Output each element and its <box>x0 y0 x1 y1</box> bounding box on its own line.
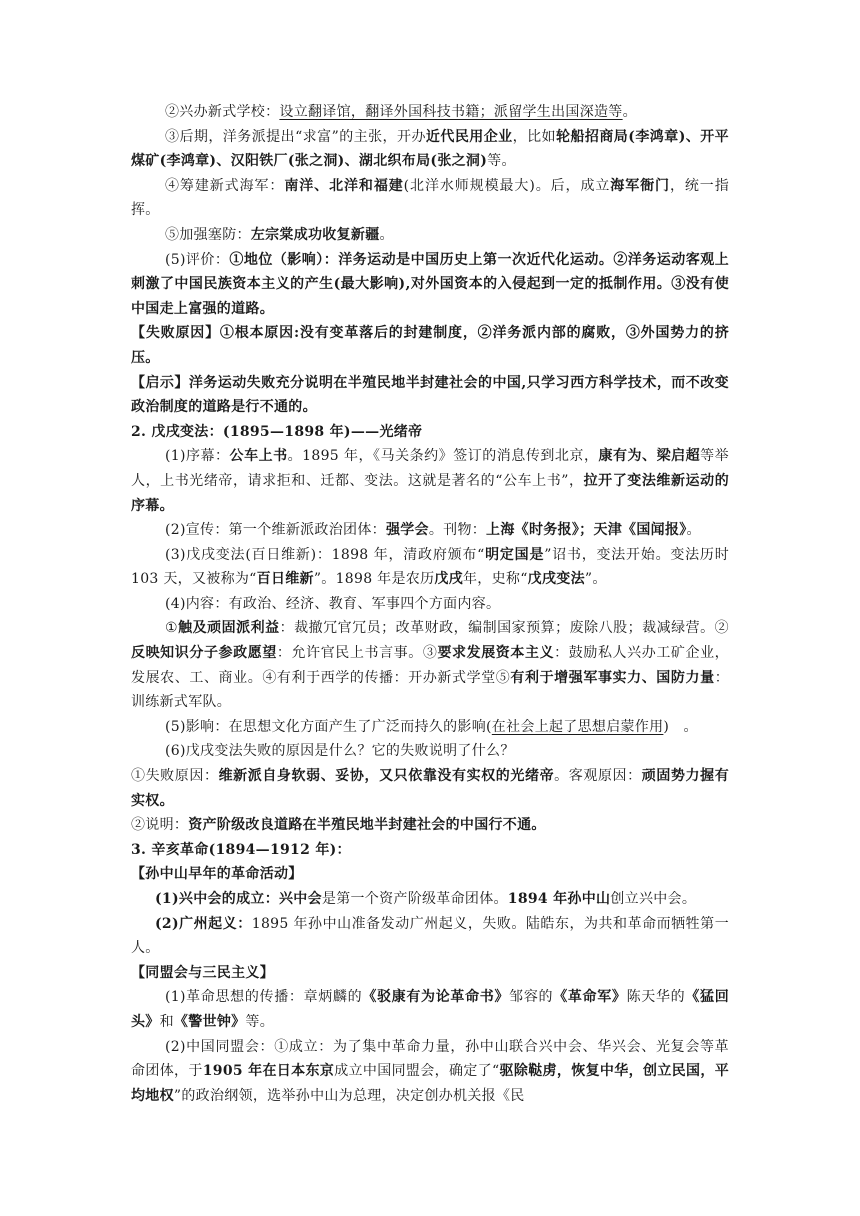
text-run: 等。 <box>487 153 516 170</box>
bold-text: 【孙中山早年的革命活动】 <box>131 866 303 883</box>
text-run: 邹容的 <box>509 989 554 1006</box>
bold-text: 1894 年孙中山 <box>507 891 611 907</box>
text-run: ③后期，洋务派提出“求富”的主张，开办 <box>165 128 426 145</box>
text-run: (2)宣传：第一个维新派政治团体： <box>165 522 386 539</box>
bold-text: 康有为、梁启超 <box>598 448 701 465</box>
bold-text: 轮船招商局(李鸿章)、开平煤矿(李鸿章)、汉阳铁厂(张之洞)、湖北织布局(张之洞) <box>131 128 729 170</box>
text-run: 年，史称“ <box>463 571 528 588</box>
bold-text: 【启示】洋务运动失败充分说明在半殖民地半封建社会的中国,只学习西方科学技术，而不改变政治制度的道路是行不通的。 <box>131 374 729 416</box>
bold-text: 反映知识分子参政愿望 <box>131 645 277 662</box>
paragraph <box>131 371 729 420</box>
bold-text: 左宗棠成功收复新疆 <box>250 226 380 243</box>
paragraph <box>131 985 729 1034</box>
text-run: ，比如 <box>512 128 556 145</box>
text-run: (3)戊戌变法(百日维新)：1898 年，清政府颁布“ <box>165 546 485 563</box>
paragraph <box>131 912 729 961</box>
bold-text: 上海《时务报》；天津《国闻报》 <box>486 522 687 539</box>
bold-text: 1905 年在日本东京 <box>202 1063 335 1080</box>
bold-text: 近代民用企业 <box>425 128 513 145</box>
text-run: ”的政治纲领，选举孙中山为总理，决定创办机关报《民 <box>173 1087 525 1104</box>
paragraph <box>131 764 729 813</box>
paragraph <box>131 248 729 322</box>
paragraph <box>131 100 729 125</box>
bold-text: 资产阶级改良道路在半殖民地半封建社会的中国行不通。 <box>188 817 546 834</box>
paragraph <box>131 518 729 543</box>
paragraph <box>131 1035 729 1109</box>
bold-text: 戊戌 <box>434 571 463 588</box>
bold-text: 维新派自身软弱、妥协，又只依靠没有实权的光绪帝 <box>218 768 555 785</box>
paragraph <box>131 862 729 887</box>
bold-text: 3. 辛亥革命(1894—1912 年)： <box>131 841 351 858</box>
text-run: (5)影响：在思想文化方面产生了广泛而持久的影响( <box>165 718 492 735</box>
text-run: 。刊物： <box>428 522 487 539</box>
paragraph <box>131 125 729 174</box>
bold-text: 《猛回头》 <box>131 989 730 1030</box>
text-run: 等举人，上书光绪帝，请求拒和、迁都、变法。这就是著名的“公车上书”， <box>131 448 729 489</box>
text-run: 。1895 年，《马关条约》签订的消息传到北京， <box>287 448 599 465</box>
text-run: ，统一指挥。 <box>131 177 730 219</box>
bold-text: 顽固势力握有实权。 <box>131 768 729 809</box>
text-run: 等。 <box>245 1013 275 1030</box>
paragraph <box>131 543 729 592</box>
bold-text: 触及顽固派利益 <box>178 620 280 637</box>
text-run: ① <box>165 620 179 637</box>
text-run: (1)革命思想的传播：章炳麟的 <box>165 989 363 1006</box>
text-run: ④筹建新式海军： <box>165 177 285 194</box>
text-run: ) 。 <box>663 718 698 735</box>
text-run: 。 <box>686 522 701 539</box>
text-run: ①失败原因： <box>131 768 219 785</box>
bold-text: 《革命军》 <box>553 989 627 1006</box>
text-run: 。客观原因： <box>554 768 642 785</box>
text-run: ”诏书，变法开始。变法历时 103 天，又被称为“ <box>131 546 730 588</box>
text-run: ”。1898 年是农历 <box>313 571 435 588</box>
text-run: 。 <box>622 104 637 120</box>
bold-text: 南洋、北洋和福建 <box>284 177 404 194</box>
bold-text: 强学会 <box>385 522 429 539</box>
document-page <box>131 100 729 1108</box>
underlined-text: 在社会上起了思想启蒙作用 <box>491 718 664 735</box>
bold-text: 明定国是 <box>484 546 545 563</box>
bold-text: 海军衙门 <box>610 177 670 194</box>
paragraph <box>131 223 729 248</box>
bold-text: 驱除鞑虏，恢复中华，创立民国，平均地权 <box>131 1063 729 1104</box>
bold-text: 2. 戊戌变法：(1895—1898 年)——光绪帝 <box>131 423 423 440</box>
text-run: (6)戊戌变法失败的原因是什么？它的失败说明了什么？ <box>165 743 515 760</box>
bold-text: 公车上书 <box>229 448 288 465</box>
paragraph <box>131 321 729 370</box>
paragraph <box>131 887 729 912</box>
paragraph <box>131 592 729 617</box>
paragraph <box>131 715 729 740</box>
text-run: 创立兴中会。 <box>610 891 697 907</box>
bold-text: 《驳康有为论革命书》 <box>362 989 510 1006</box>
paragraph <box>131 739 729 764</box>
text-run: 是第一个资产阶级革命团体。 <box>321 891 508 907</box>
text-run: (4)内容：有政治、经济、教育、军事四个方面内容。 <box>165 595 501 612</box>
text-run: 陈天华的 <box>626 989 686 1006</box>
paragraph <box>131 616 729 714</box>
bold-text: ①地位（影响）：洋务运动是中国历史上第一次近代化运动。②洋务运动客观上刺激了中国民族资本主义的产生(最大影响),对外国资本的入侵起到一定的抵制作用。③没有使中国走上富强的道路。 <box>131 251 729 317</box>
paragraph <box>131 961 729 986</box>
text-run: ⑤加强塞防： <box>165 226 251 243</box>
text-run: ：鼓励私人兴办工矿企业，发展农、工、商业。④有利于西学的传播：开办新式学堂⑤ <box>131 645 729 686</box>
text-run: ：裁撤冗官冗员；改革财政，编制国家预算；废除八股；裁减绿营。② <box>279 620 729 637</box>
bold-text: 【失败原因】①根本原因:没有变革落后的封建制度，②洋务派内部的腐败，③外国势力的挤压。 <box>131 325 729 366</box>
text-run: (1)序幕： <box>165 448 230 465</box>
underlined-text: 设立翻译馆，翻译外国科技书籍；派留学生出国深造等 <box>279 104 623 120</box>
text-run: 1895 年孙中山准备发动广州起义，失败。陆皓东，为共和革命而牺牲第一人。 <box>131 915 730 957</box>
text-run: ：训练新式军队。 <box>131 669 729 711</box>
bold-text: 有利于增强军事实力、国防力量 <box>510 669 715 686</box>
text-run: 。 <box>379 226 394 243</box>
paragraph <box>131 813 729 838</box>
bold-text: 百日维新 <box>256 571 314 588</box>
bold-text: 《警世钟》 <box>173 1013 246 1030</box>
text-run: ”。 <box>584 571 607 588</box>
text-run: (北洋水师规模最大)。后，成立 <box>403 177 611 194</box>
text-run: 和 <box>159 1013 174 1030</box>
paragraph <box>131 174 729 223</box>
text-run: (2)中国同盟会：①成立：为了集中革命力量，孙中山联合兴中会、华兴会、光复会等革命团体，于 <box>131 1038 729 1080</box>
text-run: (5)评价： <box>165 251 230 268</box>
paragraph <box>131 838 729 863</box>
bold-text: (1)兴中会的成立：兴中会 <box>155 891 322 907</box>
text-run: ②兴办新式学校： <box>165 104 280 120</box>
paragraph <box>131 420 729 445</box>
text-run: ②说明： <box>131 817 189 834</box>
paragraph <box>131 444 729 518</box>
bold-text: 【同盟会与三民主义】 <box>131 964 274 981</box>
text-run: ：允许官民上书言事。③ <box>276 645 438 662</box>
bold-text: 要求发展资本主义 <box>437 645 555 662</box>
bold-text: (2)广州起义： <box>155 915 252 932</box>
bold-text: 拉开了变法维新运动的序幕。 <box>131 472 729 514</box>
bold-text: 戊戌变法 <box>527 571 585 588</box>
text-run: 成立中国同盟会，确定了“ <box>334 1063 500 1080</box>
